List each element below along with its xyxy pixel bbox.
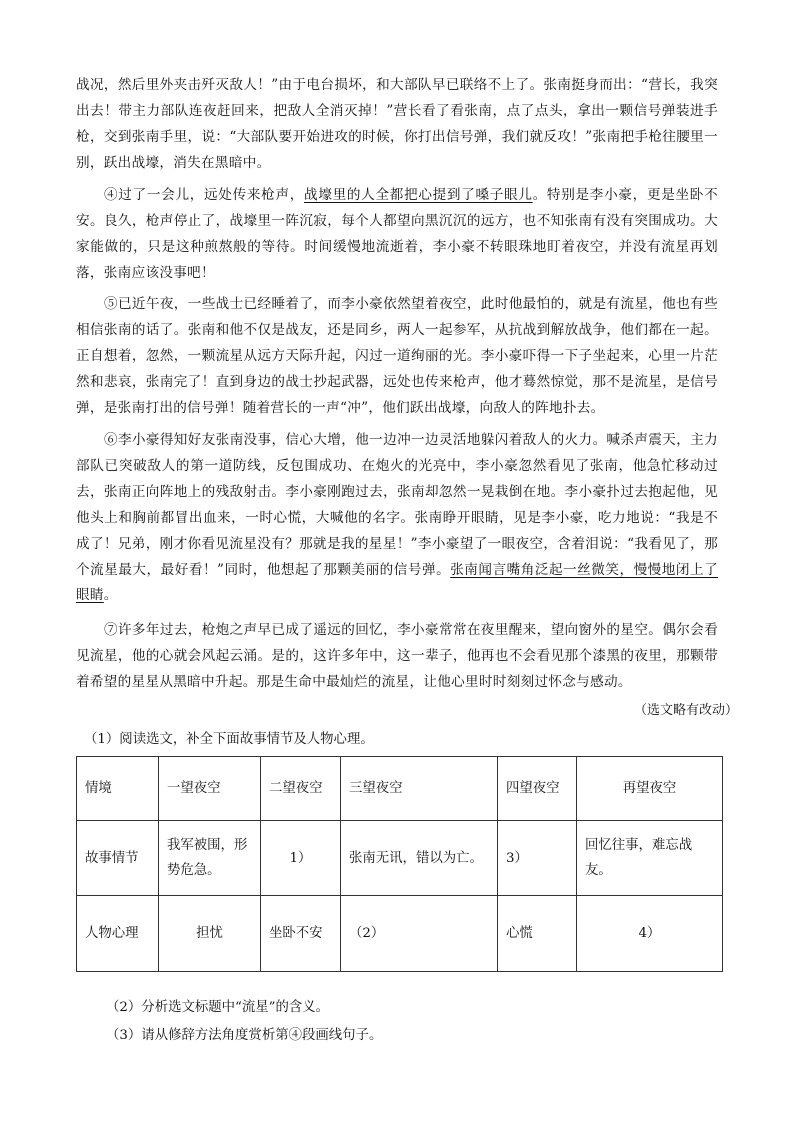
p4-underlined-sentence: 战壕里的人全都把心提到了嗓子眼儿 [304, 187, 533, 203]
p6-underlined-sentence: 张南闻言嘴角泛起一丝微笑，慢慢地闭上了眼睛 [76, 561, 718, 604]
blank-answer-2: （2） [341, 896, 498, 972]
table-cell: 心慌 [498, 896, 577, 972]
table-cell: 人物心理 [77, 896, 159, 972]
source-note: （选文略有改动） [633, 703, 738, 718]
question-2: （2）分析选文标题中“流星”的含义。 [106, 1000, 330, 1015]
p6-text-b: 。 [103, 587, 118, 604]
passage-paragraph-6 [76, 428, 718, 609]
p4-text-b: 。特别是李小豪，更是坐卧不安。良久，枪声停止了，战壕里一阵沉寂，每个人都望向黑沉沉的远方，也不知张南有没有突围成功。大家能做的，只是这种煎熬般的等待。时间缓慢地流逝着，李小豪不转眼珠地盯着夜空，并没有流星再划落，张南应该没事吧！ [76, 187, 718, 281]
table-cell: 坐卧不安 [261, 896, 341, 972]
blank-answer-4: 4） [577, 896, 723, 972]
p7-text: ⑦许多年过去，枪炮之声早已成了遥远的回忆，李小豪常常在夜里醒来，望向窗外的星空。偶尔会看见流星，他的心就会风起云涌。是的，这许多年中，这一辈子，他再也不会看见那个漆黑的夜里，那颗带着希望的星星从黑暗中升起。那是生命中最灿烂的流星，让他心里时时刻刻过怀念与感动。 [76, 622, 718, 690]
question-3: （3）请从修辞方法角度赏析第④段画线句子。 [106, 1028, 383, 1043]
passage-paragraph-4 [76, 183, 718, 287]
table-cell: 情境 [77, 757, 159, 821]
table-cell: 张南无讯，错以为亡。 [341, 821, 498, 896]
table-cell: 再望夜空 [577, 757, 723, 821]
blank-answer-3: 3） [498, 821, 577, 896]
table-cell: 故事情节 [77, 821, 159, 896]
passage-paragraph-intro [76, 73, 718, 177]
story-table [76, 756, 723, 972]
table-cell: 担忧 [159, 896, 261, 972]
table-cell: 二望夜空 [261, 757, 341, 821]
table-plot-row [77, 821, 723, 896]
intro-text: 战况，然后里外夹击歼灭敌人！”由于电台损坏，和大部队早已联络不上了。张南挺身而出：“营长，我突出去！带主力部队连夜赶回来，把敌人全消灭掉！”营长看了看张南，点了点头，拿出一颗信号弹装进手枪，交到张南手里，说：“大部队要开始进攻的时候，你打出信号弹，我们就反攻！”张南把手枪往腰里一别，跃出战壕，消失在黑暗中。 [76, 77, 718, 171]
table-cell: 四望夜空 [498, 757, 577, 821]
table-cell: 一望夜空 [159, 757, 261, 821]
table-mind-row [77, 896, 723, 972]
passage-paragraph-5 [76, 292, 718, 422]
p6-text-a: ⑥李小豪得知好友张南没事，信心大增，他一边冲一边灵活地躲闪着敌人的火力。喊杀声震天，主力部队已突破敌人的第一道防线，反包围成功、在炮火的光亮中，李小豪忽然看见了张南，他急忙移动过去，张南正向阵地上的残敌射击。李小豪刚跑过去，张南却忽然一晃栽倒在地。李小豪扑过去抱起他，见他头上和胸前都冒出血来，一时心慌，大喊他的名字。张南睁开眼睛，见是李小豪，吃力地说：“我是不成了！兄弟，刚才你看见流星没有？那就是我的星星！”李小豪望了一眼夜空，含着泪说：“我看见了，那个流星最大，最好看！”同时，他想起了那颗美丽的信号弹。 [76, 432, 718, 578]
p4-text-a: ④过了一会儿，远处传来枪声， [104, 187, 305, 203]
blank-answer-1: 1） [261, 821, 341, 896]
question-1: （1）阅读选文，补全下面故事情节及人物心理。 [84, 732, 374, 747]
table-cell: 我军被围，形势危急。 [159, 821, 261, 896]
passage-paragraph-7 [76, 618, 718, 696]
p5-text: ⑤已近午夜，一些战士已经睡着了，而李小豪依然望着夜空，此时他最怕的，就是有流星，他也有些相信张南的话了。张南和他不仅是战友，还是同乡，两人一起参军，从抗战到解放战争，他们都在一起。正自想着，忽然，一颗流星从远方天际升起，闪过一道绚丽的光。李小豪吓得一下子坐起来，心里一片茫然和悲哀，张南完了！直到身边的战士抄起武器，远处也传来枪声，他才蓦然惊觉，那不是流星，是信号弹，是张南打出的信号弹！随着营长的一声“冲”，他们跃出战壕，向敌人的阵地扑去。 [76, 296, 718, 416]
table-cell: 三望夜空 [341, 757, 498, 821]
table-header-row [77, 757, 723, 821]
table-cell: 回忆往事，难忘战友。 [577, 821, 723, 896]
